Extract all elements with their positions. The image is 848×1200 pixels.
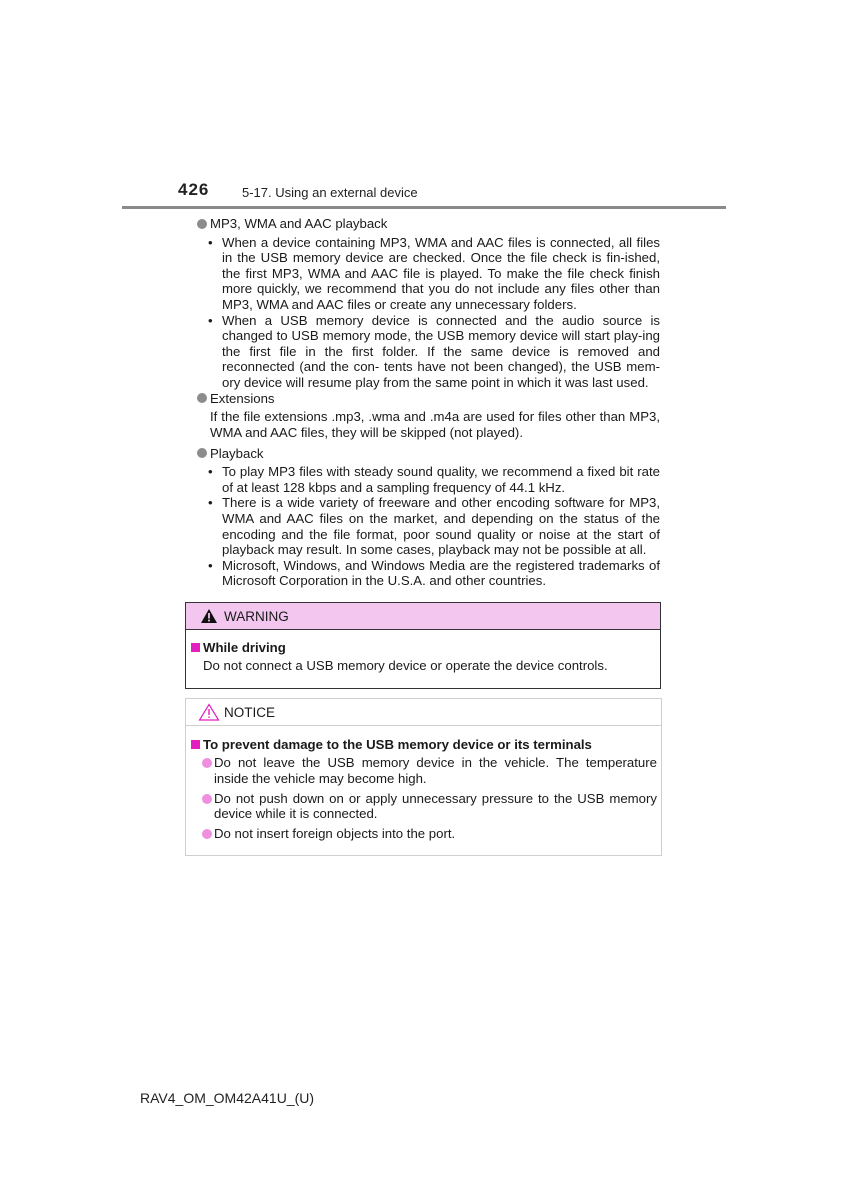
list-item-text: When a device containing MP3, WMA and AAC files is connected, all files in the USB memory device are checked. Once the file check is fin-ished, the first MP3, WMA and AAC file is played. To make the file check finish more quickly, we recommend that you do not include any files other than MP3, WMA and AAC files or create any unnecessary folders. [222, 234, 660, 312]
page-number: 426 [178, 180, 210, 199]
gray-bullet-icon [197, 448, 207, 458]
notice-label: NOTICE [224, 704, 276, 720]
list-item-text: There is a wide variety of freeware and other encoding software for MP3, WMA and AAC files on the market, and depending on the status of the encoding and the file format, poor sound quality or noise at the start of playback may result. In some cases, playback may not be possible at all. [222, 495, 660, 558]
warning-title: While driving [203, 640, 286, 655]
list-item: • When a USB memory device is connected and the audio source is changed to USB memory mode, the USB memory device will start play-ing the first file in the first folder. If the same device is removed and reconnected (and the con- tents have not been changed), the USB mem-ory device will resume play from the same point in which it was last used. [208, 312, 660, 390]
document-code: RAV4_OM_OM42A41U_(U) [140, 1090, 315, 1106]
bullet-list [208, 464, 660, 589]
topic-title: Playback [210, 445, 264, 461]
main-content [196, 214, 660, 589]
topic-heading [196, 446, 660, 462]
pink-bullet-icon [202, 829, 212, 839]
page-header [0, 0, 848, 210]
list-item [202, 755, 657, 787]
warning-box [185, 602, 661, 689]
topic-heading [196, 216, 660, 232]
warning-label: WARNING [224, 608, 289, 624]
pink-bullet-icon [202, 758, 212, 768]
notice-triangle-icon [198, 703, 220, 721]
topic-heading [196, 391, 660, 407]
notice-title: To prevent damage to the USB memory device or its terminals [203, 737, 592, 752]
topic-title: Extensions [210, 390, 275, 406]
warning-header [186, 603, 660, 630]
list-item: • Microsoft, Windows, and Windows Media are the registered trademarks of Microsoft Corporation in the U.S.A. and other countries. [208, 557, 660, 589]
magenta-square-icon [191, 643, 200, 652]
notice-list [202, 755, 657, 842]
notice-header [186, 699, 661, 726]
list-item-text: Do not push down on or apply unnecessary pressure to the USB memory device while it is connected. [214, 790, 657, 822]
list-item [202, 826, 657, 842]
gray-bullet-icon [197, 219, 207, 229]
magenta-square-icon [191, 740, 200, 749]
list-item: • To play MP3 files with steady sound quality, we recommend a fixed bit rate of at least 128 kbps and a sampling frequency of 44.1 kHz. [208, 464, 660, 495]
list-item-text: To play MP3 files with steady sound quality, we recommend a fixed bit rate of at least 128 kbps and a sampling frequency of 44.1 kHz. [222, 464, 660, 495]
list-item-text: When a USB memory device is connected and the audio source is changed to USB memory mode, the USB memory device will start play-ing the first file in the first folder. If the same device is removed and reconnected (and the con- tents have not been changed), the USB mem-ory device will resume play from the same point in which it was last used. [222, 312, 660, 390]
warning-title-row [191, 640, 660, 655]
list-item: • When a device containing MP3, WMA and AAC files is connected, all files in the USB memory device are checked. Once the file check is fin-ished, the first MP3, WMA and AAC file is played. To make the file check finish more quickly, we recommend that you do not include any files other than MP3, WMA and AAC files or create any unnecessary folders. [208, 234, 660, 312]
gray-bullet-icon [197, 393, 207, 403]
header-divider [122, 206, 726, 209]
list-item-text: Do not leave the USB memory device in the vehicle. The temperature inside the vehicle may become high. [214, 755, 657, 786]
warning-text: Do not connect a USB memory device or operate the device controls. [203, 658, 608, 673]
warning-triangle-icon [200, 608, 218, 624]
list-item-text: Microsoft, Windows, and Windows Media are the registered trademarks of Microsoft Corporation in the U.S.A. and other countries. [222, 557, 660, 589]
bullet-list [208, 235, 660, 391]
notice-title-row [191, 737, 661, 752]
section-title: 5-17. Using an external device [242, 185, 418, 200]
list-item: • There is a wide variety of freeware and other encoding software for MP3, WMA and AAC files on the market, and depending on the status of the encoding and the file format, poor sound quality or noise at the start of playback may result. In some cases, playback may not be possible at all. [208, 495, 660, 558]
topic-title: MP3, WMA and AAC playback [210, 216, 388, 231]
list-item [202, 791, 657, 823]
topic-paragraph: If the file extensions .mp3, .wma and .m4a are used for files other than MP3, WMA and AAC files, they will be skipped (not played). [210, 409, 660, 441]
pink-bullet-icon [202, 794, 212, 804]
notice-box [185, 698, 662, 856]
list-item-text: Do not insert foreign objects into the port. [214, 826, 456, 842]
